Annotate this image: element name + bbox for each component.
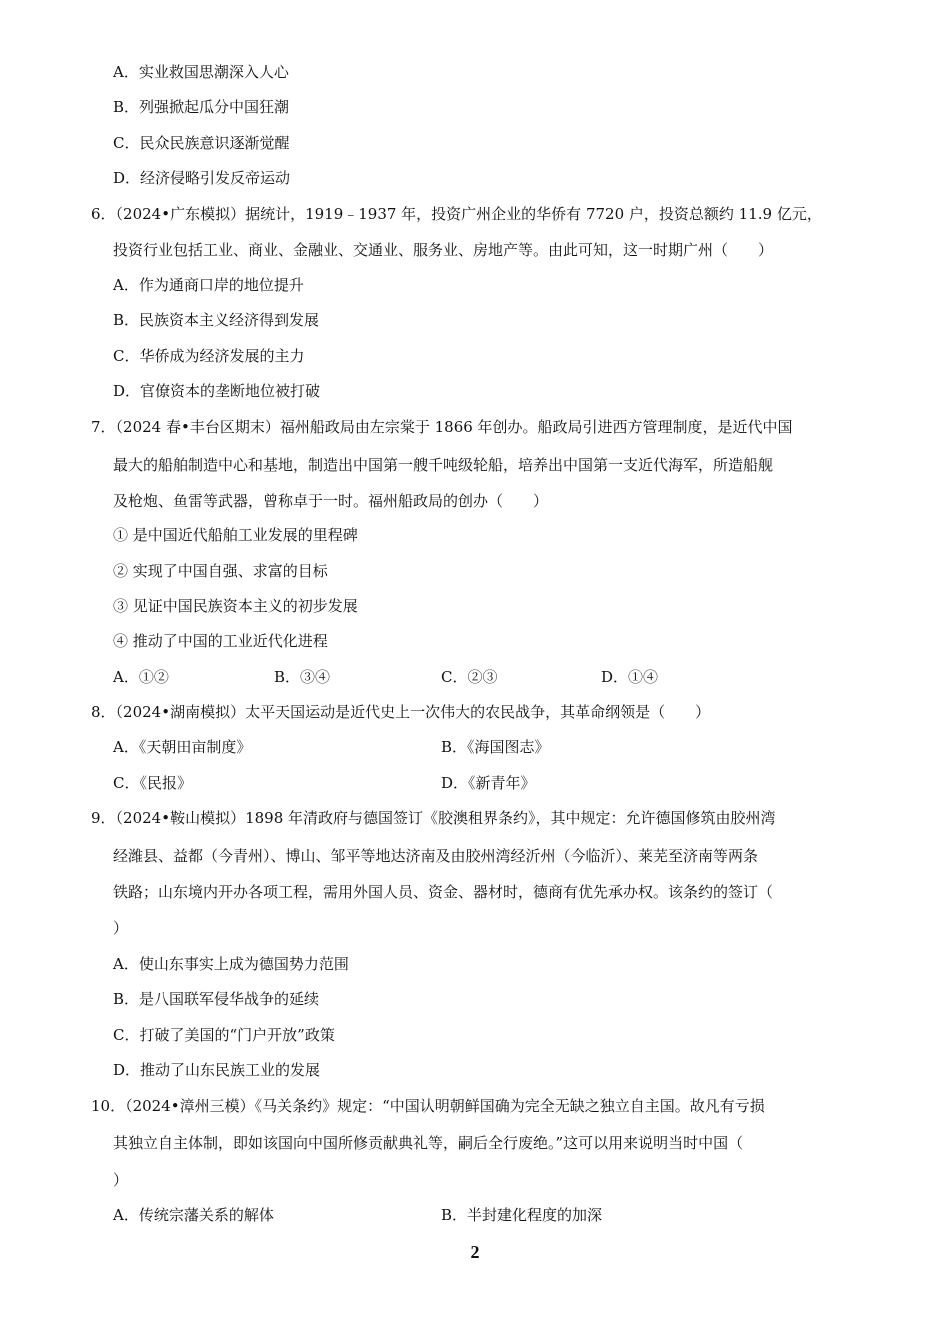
q9-stem-line1: 9．（2024•鞍山模拟）1898 年清政府与德国签订《胶澳租界条约》，其中规定：允许德国修筑由胶州湾 bbox=[91, 809, 776, 827]
q5-option-a: A．实业救国思潮深入人心 bbox=[113, 63, 289, 81]
q7-option-a: A．①② bbox=[113, 668, 169, 686]
q8-option-b: B．《海国图志》 bbox=[441, 738, 550, 756]
q7-option-d: D．①④ bbox=[601, 668, 659, 686]
q10-stem-line3: ） bbox=[113, 1171, 129, 1189]
q9-option-c: C．打破了美国的“门户开放”政策 bbox=[113, 1026, 335, 1044]
q10-stem-line2: 其独立自主体制，即如该国向中国所修贡献典礼等，嗣后全行废绝。”这可以用来说明当时中国（ bbox=[113, 1134, 744, 1152]
q5-option-d: D．经济侵略引发反帝运动 bbox=[113, 169, 291, 187]
q7-item-4: ④ 推动了中国的工业近代化进程 bbox=[113, 632, 328, 650]
q6-option-c: C．华侨成为经济发展的主力 bbox=[113, 347, 305, 365]
q10-stem-line1: 10．（2024•漳州三模）《马关条约》规定：“中国认明朝鲜国确为完全无缺之独立自主国。故凡有亏损 bbox=[91, 1097, 765, 1115]
q7-option-c: C．②③ bbox=[441, 668, 498, 686]
q7-stem-line2: 最大的船舶制造中心和基地，制造出中国第一艘千吨级轮船，培养出中国第一支近代海军，所造船舰 bbox=[113, 456, 774, 474]
q6-stem-line1: 6．（2024•广东模拟）据统计，1919﹣1937 年，投资广州企业的华侨有 7720 户，投资总额约 11.9 亿元， bbox=[91, 205, 822, 223]
page-number: 2 bbox=[470, 1242, 480, 1262]
q5-option-b: B．列强掀起瓜分中国狂潮 bbox=[113, 98, 290, 116]
q10-option-a: A．传统宗藩关系的解体 bbox=[113, 1206, 274, 1224]
q6-option-a: A．作为通商口岸的地位提升 bbox=[113, 276, 304, 294]
q6-option-d: D．官僚资本的垄断地位被打破 bbox=[113, 382, 321, 400]
q9-option-b: B．是八国联军侵华战争的延续 bbox=[113, 990, 320, 1008]
q9-stem-line2: 经潍县、益都（今青州）、博山、邹平等地达济南及由胶州湾经沂州（今临沂）、莱芜至济南等两条 bbox=[113, 847, 759, 865]
q9-stem-line3: 铁路；山东境内开办各项工程，需用外国人员、资金、器材时，德商有优先承办权。该条约的签订（ bbox=[113, 883, 774, 901]
q7-stem-line1: 7．（2024 春•丰台区期末）福州船政局由左宗棠于 1866 年创办。船政局引进西方管理制度，是近代中国 bbox=[91, 418, 793, 436]
q7-item-3: ③ 见证中国民族资本主义的初步发展 bbox=[113, 597, 358, 615]
q6-option-b: B．民族资本主义经济得到发展 bbox=[113, 311, 320, 329]
q9-stem-line4: ） bbox=[113, 919, 129, 937]
q7-option-b: B．③④ bbox=[274, 668, 331, 686]
q9-option-a: A．使山东事实上成为德国势力范围 bbox=[113, 955, 349, 973]
q6-stem-line2: 投资行业包括工业、商业、金融业、交通业、服务业、房地产等。由此可知，这一时期广州（ ） bbox=[113, 241, 774, 259]
q7-stem-line3: 及枪炮、鱼雷等武器，曾称卓于一时。福州船政局的创办（ ） bbox=[113, 492, 549, 510]
q8-option-a: A．《天朝田亩制度》 bbox=[113, 738, 252, 756]
q7-item-1: ① 是中国近代船舶工业发展的里程碑 bbox=[113, 526, 358, 544]
q10-option-b: B．半封建化程度的加深 bbox=[441, 1206, 603, 1224]
q5-option-c: C．民众民族意识逐渐觉醒 bbox=[113, 134, 290, 152]
q7-item-2: ② 实现了中国自强、求富的目标 bbox=[113, 562, 328, 580]
q8-option-d: D．《新青年》 bbox=[441, 774, 536, 792]
q8-stem: 8．（2024•湖南模拟）太平天国运动是近代史上一次伟大的农民战争，其革命纲领是（ ） bbox=[91, 703, 711, 721]
q9-option-d: D．推动了山东民族工业的发展 bbox=[113, 1061, 321, 1079]
q8-option-c: C．《民报》 bbox=[113, 774, 192, 792]
